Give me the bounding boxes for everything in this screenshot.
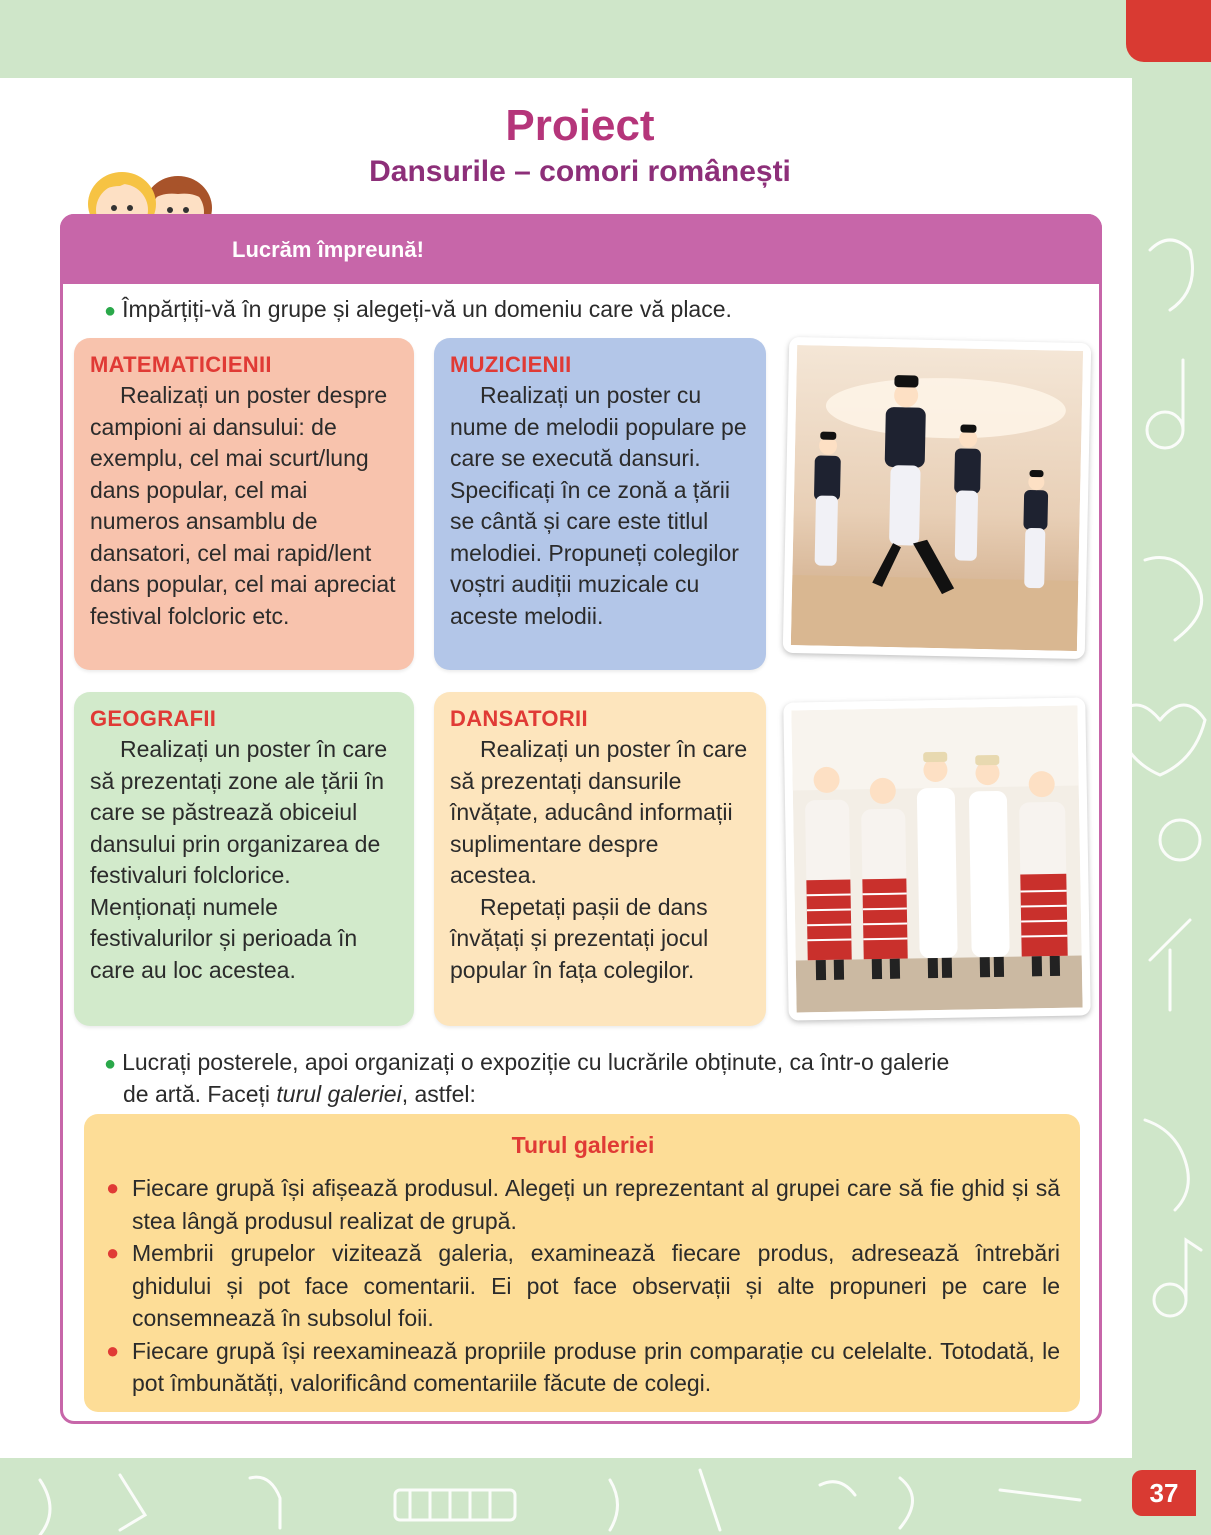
- posters-line-2-emphasis: turul galeriei: [276, 1081, 402, 1107]
- corner-tab: [1126, 0, 1211, 62]
- card-dansatorii: [434, 692, 766, 1026]
- gallery-item-1: [106, 1172, 1060, 1237]
- bullet-icon: ●: [104, 300, 117, 322]
- dancers-jumping-image: [791, 345, 1083, 651]
- card-matematicienii: [74, 338, 414, 670]
- page-subtitle: Dansurile – comori românești: [369, 155, 791, 188]
- bottom-band: [0, 1458, 1211, 1535]
- gallery-item-text: Fiecare grupă își reexaminează propriile produse prin comparație cu celelalte. Totodată, le pot îmbunătăți, valorificând comentariile făcute de colegi.: [132, 1337, 1060, 1396]
- posters-line-1: Lucrați posterele, apoi organizați o expoziție cu lucrările obținute, ca într-o galerie: [122, 1049, 950, 1075]
- gallery-title: Turul galeriei: [511, 1132, 655, 1158]
- gallery-tour-box: [84, 1114, 1080, 1412]
- posters-line-2a: de artă. Faceți: [123, 1081, 277, 1107]
- posters-instruction-line-2: [123, 1078, 476, 1110]
- kids-illustration-overlay: [70, 150, 230, 270]
- gallery-item-2: [106, 1237, 1060, 1335]
- top-band: [0, 0, 1211, 78]
- gallery-item-3: [106, 1335, 1060, 1400]
- card-text-1: Realizați un poster în care să prezentați dansurile învățate, aducând informații suplimentare despre acestea.: [450, 736, 748, 888]
- card-title: DANSATORII: [450, 706, 588, 731]
- card-text: Realizați un poster în care să prezentați zone ale țării în care se păstrează obiceiul dansului prin organizarea de festivaluri folclorice. Menționați numele festivalurilor și perioada în care au loc acestea.: [90, 736, 388, 983]
- dancers-costumes-photo: [783, 697, 1091, 1020]
- card-title: MATEMATICIENII: [90, 352, 272, 377]
- posters-line-2b: , astfel:: [401, 1081, 476, 1107]
- gallery-item-text: Fiecare grupă își afișează produsul. Alegeți un reprezentant al grupei care să fie ghid și să stea lângă produsul realizat de grupă.: [132, 1175, 1060, 1234]
- intro-text: Împărțiți-vă în grupe și alegeți-vă un domeniu care vă place.: [122, 296, 732, 322]
- right-band: [1132, 0, 1211, 1535]
- dancers-jumping-photo: [783, 337, 1092, 659]
- posters-instruction: [104, 1046, 1070, 1080]
- card-geografii: [74, 692, 414, 1026]
- section-header-label: Lucrăm împreună!: [232, 237, 424, 262]
- intro-instruction: [104, 293, 732, 327]
- page-title: Proiect: [505, 101, 655, 150]
- bullet-icon: ●: [106, 1175, 120, 1200]
- card-title: MUZICIENII: [450, 352, 572, 377]
- card-text: Realizați un poster despre campioni ai dansului: de exemplu, cel mai scurt/lung dans popular, cel mai numeros ansamblu de dansatori, cel mai rapid/lent dans popular, cel mai apreciat festival folcloric etc.: [90, 382, 396, 629]
- card-title: GEOGRAFII: [90, 706, 217, 731]
- dancers-costumes-image: [791, 706, 1082, 1013]
- card-text-2: Repetați pașii de dans învățați și prezentați jocul popular în fața colegilor.: [450, 893, 709, 983]
- bullet-icon: ●: [106, 1240, 120, 1265]
- bullet-icon: ●: [104, 1053, 117, 1075]
- page-number: 37: [1132, 1470, 1196, 1516]
- card-muzicienii: [434, 338, 766, 670]
- bullet-icon: ●: [106, 1337, 120, 1363]
- card-text: Realizați un poster cu nume de melodii populare pe care se execută dansuri. Specificați în ce zonă a țării se cântă și care este titlul melodiei. Propuneți colegilor voștri audiții muzicale cu aceste melodii.: [450, 382, 747, 629]
- gallery-item-text: Membrii grupelor vizitează galeria, examinează fiecare produs, adresează întrebări ghidului și pot face comentarii. Ei pot face observații și alte propuneri pe care le consemnează în subsolul foii.: [132, 1240, 1060, 1331]
